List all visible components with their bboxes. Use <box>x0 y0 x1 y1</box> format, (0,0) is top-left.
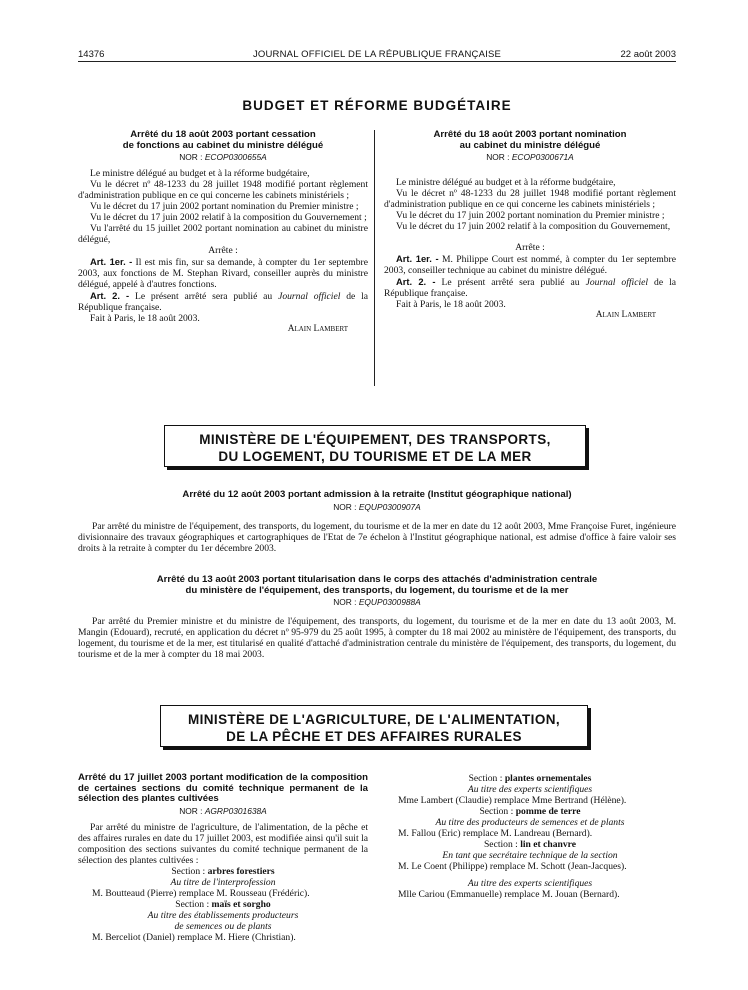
article-2: Art. 2. - Le présent arrêté sera publié au Journal officiel de la République française. <box>78 290 369 313</box>
fait-a-paris: Fait à Paris, le 18 août 2003. <box>396 299 506 310</box>
paragraph: Vu le décret du 17 juin 2002 portant nomination du Premier ministre ; <box>396 210 665 221</box>
arrete-title: Arrêté du 17 juillet 2003 portant modification de la composition de certaines sections du comité technique permanent de la sélection des plantes cultivées <box>78 772 368 804</box>
member-replacement: M. Boutteaud (Pierre) remplace M. Rousseau (Frédéric). <box>92 887 310 899</box>
paragraph: Le ministre délégué au budget et à la réforme budgétaire, <box>90 168 310 179</box>
nor-reference: NOR : ECOP0300655A <box>179 152 267 162</box>
right-column-arrete <box>384 130 676 321</box>
arrete-title: Arrêté du 18 août 2003 portant nomination au cabinet du ministre délégué <box>433 129 627 151</box>
paragraph: Vu le décret nº 48-1233 du 28 juillet 1948 modifié portant règlement d'administration publique en ce qui concerne les cabinets ministériels ; <box>78 179 368 201</box>
member-replacement: Mme Lambert (Claudie) remplace Mme Bertrand (Hélène). <box>398 795 627 806</box>
qualification: Au titre des établissements producteurs de semences ou de plants <box>147 909 299 932</box>
agriculture-right-column <box>384 773 676 900</box>
page-header <box>78 46 676 62</box>
paragraph: Par arrêté du Premier ministre et du ministre de l'équipement, des transports, du logement, du tourisme et de la mer en date du 13 août 2003, M. Mangin (Edouard), recruté, en application du décret nº 95-979 du 25 août 1995, à compter du 18 mai 2002 au ministère de l'équipement, des transports, du logement, du tourisme et de la mer, est titularisé en qualité d'attaché d'administration centrale du ministère de l'équipement, des transports, du logement, du tourisme et de la mer à compter du 18 mai 2003. <box>78 616 676 660</box>
arrete-label: Arrête : <box>208 245 238 256</box>
paragraph: Par arrêté du ministre de l'équipement, des transports, du logement, du tourisme et de la mer en date du 12 août 2003, Mme Françoise Furet, ingénieure divisionnaire des travaux géographiques et cartographiques de l'Etat de 7e échelon à l'Institut géographique national, est admise d'office à faire valoir ses droits à la retraite à compter du 1er décembre 2003. <box>78 520 676 554</box>
paragraph: Vu le décret du 17 juin 2002 portant nomination du Premier ministre ; <box>90 201 359 212</box>
paragraph: Vu le décret nº 48-1233 du 28 juillet 1948 modifié portant règlement d'administration publique en ce qui concerne les cabinets ministériels ; <box>384 188 676 210</box>
member-replacement: M. Le Coent (Philippe) remplace M. Schott (Jean-Jacques). <box>398 861 627 872</box>
nor-reference: NOR : EQUP0300988A <box>333 597 421 607</box>
qualification: En tant que secrétaire technique de la section <box>442 850 618 861</box>
agriculture-left-column <box>78 773 368 943</box>
column-divider <box>374 130 375 386</box>
paragraph: Par arrêté du ministre de l'agriculture, de l'alimentation, de la pêche et des affaires rurales en date du 17 juillet 2003, est modifiée ainsi qu'il suit la composition des sections suivantes du comité technique permanent de la sélection des plantes cultivées : <box>78 821 368 866</box>
arrete-title: Arrêté du 18 août 2003 portant cessation de fonctions au cabinet du ministre délégué <box>122 129 324 151</box>
publication-date: 22 août 2003 <box>620 49 676 60</box>
page-number: 14376 <box>78 49 105 60</box>
article-2: Art. 2. - Le présent arrêté sera publié au Journal officiel de la République française. <box>384 276 677 299</box>
paragraph: Le ministre délégué au budget et à la réforme budgétaire, <box>396 177 616 188</box>
signature: Alain Lambert <box>287 324 348 334</box>
article-1: Art. 1er. - M. Philippe Court est nommé, à compter du 1er septembre 2003, conseiller technique au cabinet du ministre délégué. <box>384 253 676 276</box>
arrete-title: Arrêté du 13 août 2003 portant titularisation dans le corps des attachés d'administration centrale du ministère de l'équipement, des transports, du logement, du tourisme et de la mer <box>156 574 598 596</box>
qualification: Au titre de l'interprofession <box>170 876 276 888</box>
left-column-arrete <box>78 130 368 335</box>
paragraph: Vu le décret du 17 juin 2002 relatif à la composition du Gouvernement, <box>396 221 671 232</box>
section-heading: Section : arbres forestiers <box>171 865 275 877</box>
nor-reference: NOR : ECOP0300671A <box>486 152 574 162</box>
member-replacement: M. Fallou (Eric) remplace M. Landreau (Bernard). <box>398 828 593 839</box>
qualification: Au titre des experts scientifiques <box>467 878 593 889</box>
section-title-budget: BUDGET ET RÉFORME BUDGÉTAIRE <box>242 98 512 113</box>
journal-title: JOURNAL OFFICIEL DE LA RÉPUBLIQUE FRANÇAISE <box>252 49 502 60</box>
article-1: Art. 1er. - Il est mis fin, sur sa demande, à compter du 1er septembre 2003, aux fonctions de M. Stephan Rivard, conseiller auprès du ministre délégué, appelé à d'autres fonctions. <box>78 256 368 290</box>
paragraph: Vu l'arrêté du 15 juillet 2002 portant nomination au cabinet du ministre délégué, <box>78 223 368 245</box>
nor-reference: NOR : EQUP0300907A <box>333 501 421 512</box>
fait-a-paris: Fait à Paris, le 18 août 2003. <box>90 313 200 324</box>
member-replacement: M. Berceliot (Daniel) remplace M. Hiere (Christian). <box>92 931 296 943</box>
signature: Alain Lambert <box>595 310 656 320</box>
section-heading: Section : pomme de terre <box>479 806 581 817</box>
arrete-title: Arrêté du 12 août 2003 portant admission à la retraite (Institut géographique national) <box>182 489 572 500</box>
section-heading: Section : lin et chanvre <box>483 839 577 850</box>
qualification: Au titre des experts scientifiques <box>467 784 593 795</box>
arrete-titularisation <box>78 575 676 660</box>
qualification: Au titre des producteurs de semences et de plants <box>435 817 625 828</box>
paragraph: Vu le décret du 17 juin 2002 relatif à la composition du Gouvernement ; <box>90 212 367 223</box>
section-heading: Section : plantes ornementales <box>468 773 592 784</box>
ministry-box-equipement: MINISTÈRE DE L'ÉQUIPEMENT, DES TRANSPORTS, DU LOGEMENT, DU TOURISME ET DE LA MER <box>164 425 586 467</box>
member-replacement: Mlle Cariou (Emmanuelle) remplace M. Jouan (Bernard). <box>398 889 620 900</box>
arrete-label: Arrête : <box>515 242 545 253</box>
section-heading: Section : maïs et sorgho <box>175 898 271 910</box>
ministry-box-agriculture: MINISTÈRE DE L'AGRICULTURE, DE L'ALIMENTATION, DE LA PÊCHE ET DES AFFAIRES RURALES <box>160 705 588 747</box>
arrete-retraite <box>78 490 676 554</box>
nor-reference: NOR : AGRP0301638A <box>179 805 267 816</box>
